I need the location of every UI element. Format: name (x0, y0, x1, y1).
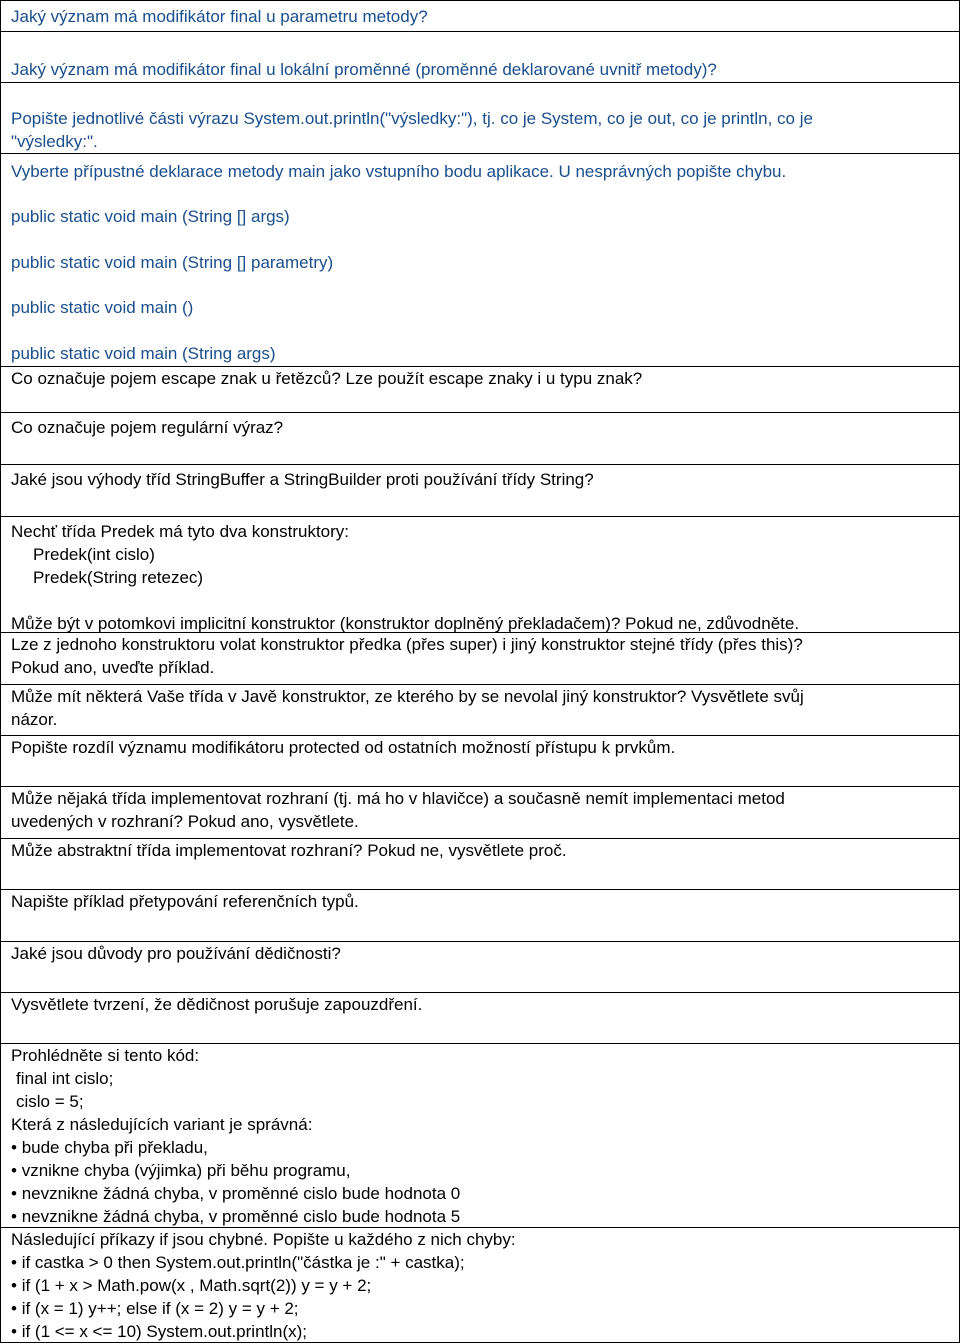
question-row-4 (1, 153, 959, 366)
code-item: • if (1 <= x <= 10) System.out.println(x); (11, 1320, 307, 1343)
answer-option: public static void main (String args) (11, 344, 276, 363)
question-row-15 (1, 941, 959, 992)
question-text-line1: Popište jednotlivé části výrazu System.out.println("výsledky:"), tj. co je System, co je out, co je println, co je (11, 109, 813, 128)
answer-option: • nevznikne žádná chyba, v proměnné cislo bude hodnota 5 (11, 1205, 460, 1228)
question-text: Jaké jsou výhody tříd StringBuffer a StringBuilder proti používání třídy String? (11, 470, 594, 489)
question-row-16 (1, 992, 959, 1043)
question-row-18 (1, 1227, 959, 1342)
question-text-line1: Lze z jednoho konstruktoru volat konstruktor předka (přes super) i jiný konstruktor stejné třídy (přes this)? (11, 635, 803, 654)
question-text: Jaké jsou důvody pro používání dědičnosti? (11, 944, 341, 963)
question-row-1 (1, 1, 959, 31)
constructor-line: Predek(String retezec) (33, 568, 204, 587)
question-row-11 (1, 735, 959, 786)
question-row-13 (1, 838, 959, 889)
question-row-7 (1, 464, 959, 516)
question-row-10 (1, 684, 959, 735)
code-line: final int cislo; (16, 1069, 114, 1088)
question-text-line2: Pokud ano, uveďte příklad. (11, 658, 215, 677)
question-text: Může abstraktní třída implementovat rozhraní? Pokud ne, vysvětlete proč. (11, 841, 567, 860)
question-text-line2: "výsledky:". (11, 132, 98, 151)
question-text-line1: Může nějaká třída implementovat rozhraní (tj. má ho v hlavičce) a současně nemít implementaci metod (11, 789, 785, 808)
question-intro: Prohlédněte si tento kód: (11, 1046, 200, 1065)
question-intro: Následující příkazy if jsou chybné. Popište u každého z nich chyby: (11, 1230, 516, 1249)
constructor-line: Predek(int cislo) (33, 545, 155, 564)
question-text-line2: uvedených v rozhraní? Pokud ano, vysvětlete. (11, 812, 359, 831)
question-text: Může být v potomkovi implicitní konstruktor (konstruktor doplněný překladačem)? Pokud ne, zdůvodněte. (11, 614, 800, 633)
question-text-line2: názor. (11, 710, 58, 729)
answer-option: public static void main () (11, 298, 194, 317)
question-text: Vysvětlete tvrzení, že dědičnost porušuje zapouzdření. (11, 995, 423, 1014)
code-item: • if castka > 0 then System.out.println("částka je :" + castka); (11, 1251, 465, 1274)
code-line: cislo = 5; (16, 1092, 84, 1111)
question-text: Napište příklad přetypování referenčních typů. (11, 892, 359, 911)
question-text-line1: Může mít některá Vaše třída v Javě konstruktor, ze kterého by se nevolal jiný konstruktor? Vysvětlete svůj (11, 687, 804, 706)
question-row-3 (1, 82, 959, 153)
answer-option: • bude chyba při překladu, (11, 1136, 208, 1159)
question-row-9 (1, 632, 959, 684)
code-item: • if (1 + x > Math.pow(x , Math.sqrt(2)) y = y + 2; (11, 1274, 371, 1297)
answer-option: public static void main (String [] parametry) (11, 253, 334, 272)
question-text: Která z následujících variant je správná: (11, 1115, 313, 1134)
question-text: Vyberte přípustné deklarace metody main jako vstupního bodu aplikace. U nesprávných popište chybu. (11, 162, 787, 181)
question-text: Jaký význam má modifikátor final u parametru metody? (11, 7, 428, 26)
question-row-6 (1, 412, 959, 464)
question-row-2 (1, 31, 959, 82)
question-row-5 (1, 366, 959, 412)
question-text: Co označuje pojem regulární výraz? (11, 418, 284, 437)
question-row-8 (1, 516, 959, 632)
answer-option: • vznikne chyba (výjimka) při běhu programu, (11, 1159, 351, 1182)
question-text: Popište rozdíl významu modifikátoru protected od ostatních možností přístupu k prvkům. (11, 738, 676, 757)
question-intro: Nechť třída Predek má tyto dva konstruktory: (11, 522, 350, 541)
code-item: • if (x = 1) y++; else if (x = 2) y = y + 2; (11, 1297, 299, 1320)
question-row-14 (1, 889, 959, 941)
answer-option: • nevznikne žádná chyba, v proměnné cislo bude hodnota 0 (11, 1182, 460, 1205)
question-row-17 (1, 1043, 959, 1227)
answer-option: public static void main (String [] args) (11, 207, 290, 226)
question-text: Jaký význam má modifikátor final u lokální proměnné (proměnné deklarované uvnitř metody)? (11, 60, 717, 79)
question-text: Co označuje pojem escape znak u řetězců? Lze použít escape znaky i u typu znak? (11, 369, 643, 388)
question-row-12 (1, 786, 959, 838)
